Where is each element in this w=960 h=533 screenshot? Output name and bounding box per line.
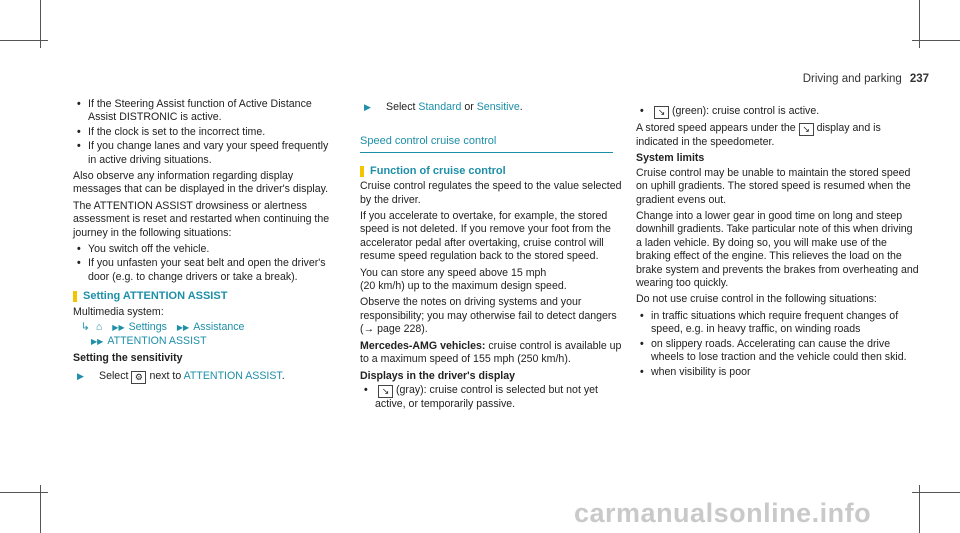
section-heading: Function of cruise control bbox=[360, 165, 622, 178]
double-chevron-icon: ▶▶ bbox=[91, 336, 104, 346]
home-icon[interactable]: ⌂ bbox=[95, 321, 103, 334]
step-text: . bbox=[281, 370, 285, 383]
step-text: . bbox=[519, 101, 523, 113]
text: cruise control is available up to a maximum speed of 155 mph (250 km/h). bbox=[360, 339, 622, 366]
list-item: • If you unfasten your seat belt and open the driver's door (e.g. to change drivers or take a break). bbox=[73, 257, 335, 284]
text: You can store any speed above 15 mph bbox=[360, 266, 547, 279]
paragraph: If you accelerate to overtake, for example, the stored speed is not deleted. If you remove your foot from the accelerator pedal after overtaking, cruise control will resume speed regulation back to the stored speed. bbox=[360, 210, 611, 263]
step-text: Select bbox=[99, 370, 129, 383]
menu-path bbox=[81, 321, 335, 348]
instruction-step bbox=[360, 101, 622, 114]
gear-icon[interactable]: ⚙ bbox=[131, 371, 146, 384]
header-section: Driving and parking bbox=[802, 73, 902, 85]
paragraph bbox=[360, 267, 622, 294]
list-item: • on slippery roads. Accelerating can cause the drive wheels to lose traction and the vehicle could then skid. bbox=[636, 338, 921, 365]
display-list bbox=[636, 105, 921, 119]
paragraph: Change into a lower gear in good time on long and steep downhill gradients. Take particular note of this when driving a laden vehicle. By doing so, you will make use of the braking effect of the engine. This relieves the load on the brake system and prevents the brakes from overheating and wearing too quickly. bbox=[636, 210, 919, 290]
paragraph: Also observe any information regarding display messages that can be displayed in the driver's display. bbox=[73, 170, 329, 196]
step-arrow-icon: ▶ bbox=[77, 371, 84, 382]
column-2 bbox=[360, 101, 622, 414]
list-item: • in traffic situations which require frequent changes of speed, e.g. in heavy traffic, on winding roads bbox=[636, 310, 921, 337]
cruise-control-icon: ↘ bbox=[654, 106, 669, 119]
cruise-control-icon: ↘ bbox=[799, 123, 814, 136]
section-heading: Setting ATTENTION ASSIST bbox=[73, 290, 335, 303]
double-chevron-icon: ▶▶ bbox=[112, 323, 125, 333]
crop-mark bbox=[40, 0, 41, 48]
display-list bbox=[360, 384, 622, 411]
instruction-step bbox=[73, 370, 335, 384]
menu-item-attention-assist[interactable]: ATTENTION ASSIST bbox=[107, 334, 207, 347]
situation-list bbox=[636, 310, 921, 379]
list-item: • when visibility is poor bbox=[636, 366, 921, 379]
option-standard[interactable]: Standard bbox=[418, 101, 462, 113]
text: A stored speed appears under the bbox=[636, 122, 796, 134]
text: (gray): cruise control is selected but not yet active, or temporarily passive. bbox=[375, 383, 598, 410]
reset-list bbox=[73, 243, 335, 284]
paragraph bbox=[636, 122, 921, 149]
displays-heading: Displays in the driver's display bbox=[360, 369, 516, 382]
list-item: • If you change lanes and vary your speed frequently in active driving situations. bbox=[73, 140, 335, 167]
crop-mark bbox=[919, 485, 920, 533]
cruise-control-icon: ↘ bbox=[378, 385, 393, 398]
paragraph: Cruise control may be unable to maintain the stored speed on uphill gradients. The stored speed is resumed when the gradient evens out. bbox=[636, 166, 911, 206]
sensitivity-heading: Setting the sensitivity bbox=[73, 351, 183, 364]
watermark: carmanualsonline.info bbox=[574, 498, 872, 528]
step-arrow-icon: ▶ bbox=[364, 102, 371, 112]
double-chevron-icon: ▶▶ bbox=[176, 323, 190, 333]
column-1 bbox=[73, 98, 335, 388]
list-item: • If the clock is set to the incorrect time. bbox=[73, 126, 335, 139]
step-text: or bbox=[464, 101, 474, 113]
amg-label: Mercedes-AMG vehicles: bbox=[360, 339, 486, 352]
text: display and is indicated in the speedometer. bbox=[636, 122, 881, 148]
list-item: • If the Steering Assist function of Active Distance Assist DISTRONIC is active. bbox=[73, 98, 335, 125]
chapter-heading: Speed control cruise control bbox=[360, 135, 613, 152]
step-text: next to bbox=[149, 370, 182, 383]
step-text: Select bbox=[386, 101, 416, 113]
column-3 bbox=[636, 105, 921, 382]
menu-arrow-icon: ↳ bbox=[81, 321, 90, 334]
page-number: 237 bbox=[909, 73, 929, 85]
option-sensitive[interactable]: Sensitive bbox=[476, 101, 520, 113]
list-item bbox=[636, 105, 921, 119]
paragraph: Do not use cruise control in the following situations: bbox=[636, 293, 877, 306]
menu-item-settings[interactable]: Settings bbox=[128, 321, 167, 334]
system-limits-heading: System limits bbox=[636, 152, 705, 165]
attention-assist-link[interactable]: ATTENTION ASSIST bbox=[183, 370, 282, 383]
condition-list bbox=[73, 98, 335, 167]
paragraph bbox=[360, 340, 622, 367]
text: (green): cruise control is active. bbox=[672, 105, 820, 117]
paragraph: Cruise control regulates the speed to the value selected by the driver. bbox=[360, 180, 622, 206]
crop-mark bbox=[919, 0, 920, 48]
paragraph: Observe the notes on driving systems and your responsibility; you may otherwise fail to detect dangers (→ page 228). bbox=[360, 296, 617, 336]
crop-mark bbox=[40, 485, 41, 533]
paragraph: The ATTENTION ASSIST drowsiness or alertness assessment is reset and restarted when continuing the journey in the following situations: bbox=[73, 199, 330, 239]
text: (20 km/h) up to the maximum design speed. bbox=[360, 280, 567, 293]
multimedia-label: Multimedia system: bbox=[73, 305, 164, 318]
page-header bbox=[803, 73, 929, 85]
list-item bbox=[360, 384, 622, 411]
menu-item-assistance[interactable]: Assistance bbox=[193, 321, 245, 334]
list-item: • You switch off the vehicle. bbox=[73, 243, 335, 256]
